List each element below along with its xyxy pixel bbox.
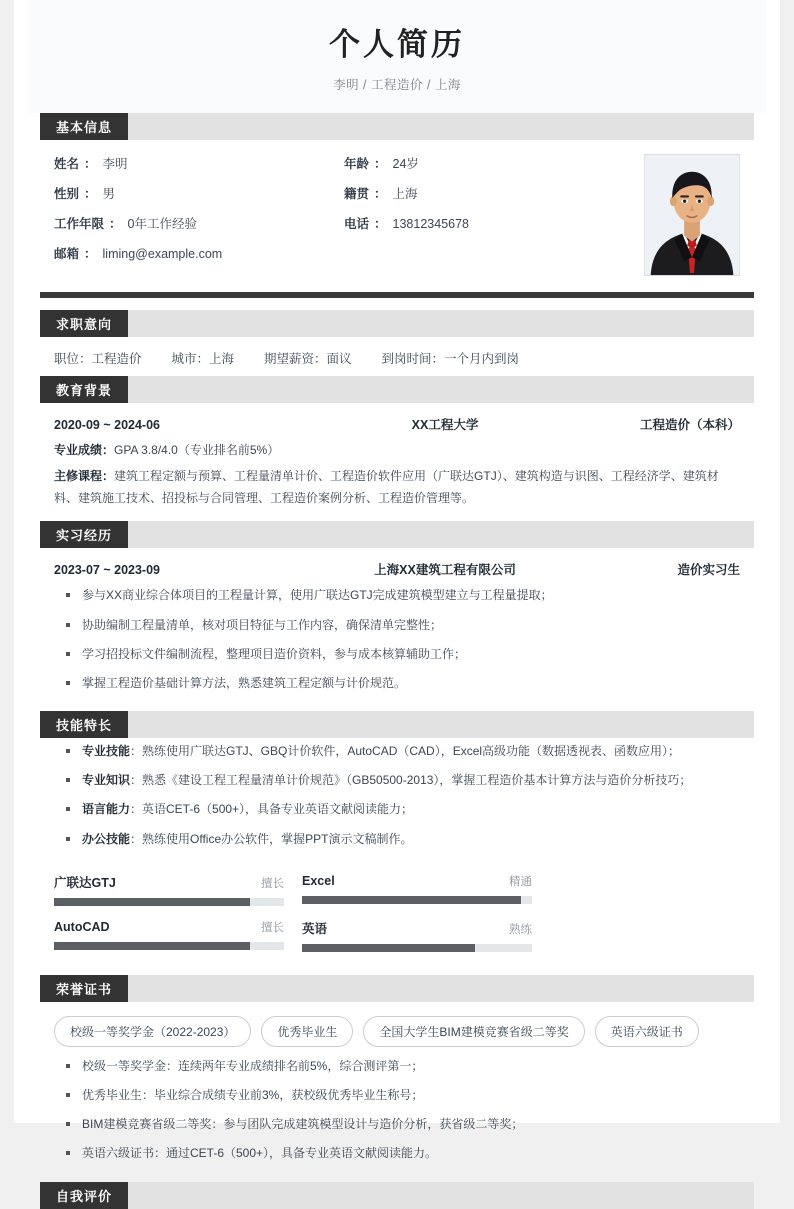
internship-block [28, 548, 766, 711]
honors-detail-block [28, 1053, 766, 1182]
list-item [62, 800, 740, 819]
section-header-basic [40, 113, 754, 140]
info-colon: ： [374, 216, 387, 231]
basic-info-block [28, 140, 766, 286]
info-value: 上海 [392, 186, 418, 201]
info-row-email [54, 244, 344, 274]
education-date: 2020-09 ~ 2024-06 [54, 417, 160, 432]
info-colon: ： [84, 156, 97, 171]
honor-tag: 校级一等奖学金（2022-2023） [54, 1016, 251, 1047]
intent-city: 城市：上海 [171, 351, 235, 366]
section-tab-label: 实习经历 [40, 521, 128, 548]
section-header-honors [40, 975, 754, 1002]
resume-header [28, 0, 766, 113]
internship-company: 上海XX建筑工程有限公司 [374, 563, 516, 578]
skill-bar-name: AutoCAD [54, 919, 110, 934]
honor-tags-group [28, 1002, 766, 1053]
info-label: 姓名 [54, 156, 80, 171]
education-courses-line: 主修课程：建筑工程定额与预算、工程量清单计价、工程造价软件应用（广联达GTJ）、建筑构造与识图、工程经济学、建筑材料、建筑施工技术、招投标与合同管理、工程造价案例分析、工程造价管理等。 [54, 468, 719, 506]
list-item [62, 742, 740, 761]
skill-text: ：熟练使用广联达GTJ、GBQ计价软件，AutoCAD（CAD），Excel高级功能（数据透视表、函数应用）； [130, 744, 681, 759]
section-tab-label: 荣誉证书 [40, 975, 128, 1002]
info-value: liming@example.com [102, 246, 223, 261]
skill-bar-level: 熟练 [509, 923, 532, 936]
skill-label: 语言能力 [82, 802, 131, 817]
skill-bar-autocad [54, 919, 284, 952]
skill-text: ：熟悉《建设工程工程量清单计价规范》（GB50500-2013），掌握工程造价基本计算方法与造价分析技巧； [130, 773, 692, 788]
education-major: 工程造价（本科） [639, 417, 740, 432]
info-colon: ： [84, 186, 97, 201]
skill-bar-fill [54, 942, 250, 950]
list-item: 英语六级证书：通过CET-6（500+），具备专业英语文献阅读能力。 [62, 1144, 740, 1163]
skill-bar-track [302, 944, 532, 952]
skill-bar-fill [54, 898, 250, 906]
internship-date: 2023-07 ~ 2023-09 [54, 563, 160, 578]
honors-list [54, 1053, 740, 1182]
info-label: 性别 [54, 186, 80, 201]
section-header-skills [40, 711, 754, 738]
skill-bar-track [302, 896, 532, 904]
skill-text: ：英语CET-6（500+），具备专业英语文献阅读能力； [130, 802, 414, 817]
honor-tag: 全国大学生BIM建模竞赛省级二等奖 [363, 1016, 584, 1047]
skill-label: 专业技能 [82, 744, 131, 759]
avatar [644, 154, 740, 276]
skill-label: 办公技能 [82, 831, 131, 846]
skill-bars-group [28, 867, 766, 975]
info-colon: ： [84, 246, 97, 261]
skill-bar-track [54, 898, 284, 906]
info-label: 邮箱 [54, 246, 80, 261]
section-tab-label: 求职意向 [40, 310, 128, 337]
list-item [62, 771, 740, 790]
basic-info-right-column [344, 154, 644, 276]
info-colon: ： [374, 186, 387, 201]
skill-bar-fill [302, 944, 475, 952]
education-entry-header [54, 403, 740, 437]
list-item [62, 830, 740, 849]
skill-bar-level: 精通 [509, 875, 532, 888]
skill-bar-fill [302, 896, 521, 904]
internship-duty-list [54, 582, 740, 711]
skill-text: ：熟练使用Office办公软件，掌握PPT演示文稿制作。 [130, 831, 413, 846]
info-colon: ： [374, 156, 387, 171]
section-tab-label: 技能特长 [40, 711, 128, 738]
honor-tag: 优秀毕业生 [261, 1016, 353, 1047]
skill-bar-track [54, 942, 284, 950]
info-value: 男 [102, 186, 116, 201]
page-title: 个人简历 [329, 27, 465, 62]
info-value: 24岁 [392, 156, 419, 171]
info-value: 13812345678 [392, 216, 470, 231]
skill-bar-level: 擅长 [261, 921, 284, 934]
education-courses-value: 建筑工程定额与预算、工程量清单计价、工程造价软件应用（广联达GTJ）、建筑构造与识图、工程经济学、建筑材料、建筑施工技术、招投标与合同管理、工程造价案例分析、工程造价管理等。 [54, 468, 719, 506]
skill-bar-gtj [54, 873, 284, 906]
section-tab-label: 教育背景 [40, 376, 128, 403]
section-tab-label: 基本信息 [40, 113, 128, 140]
section-header-internship [40, 521, 754, 548]
portrait-photo-icon [645, 155, 739, 275]
section-tab-label: 自我评价 [40, 1182, 128, 1209]
section-header-self-evaluation [40, 1182, 754, 1209]
info-value: 0年工作经验 [127, 216, 197, 231]
intent-start-date: 到岗时间：一个月内到岗 [381, 351, 520, 366]
education-gpa-label: 专业成绩 [54, 442, 103, 457]
education-gpa-value: GPA 3.8/4.0（专业排名前5%） [114, 442, 280, 457]
internship-role: 造价实习生 [677, 563, 740, 578]
info-row-experience [54, 214, 344, 244]
skill-bar-name: 英语 [302, 921, 328, 936]
info-row-name [54, 154, 344, 184]
list-item: BIM建模竞赛省级二等奖：参与团队完成建筑模型设计与造价分析，获省级二等奖； [62, 1115, 740, 1134]
education-courses-label: 主修课程 [54, 468, 103, 483]
info-row-age [344, 154, 644, 184]
list-item: 学习招投标文件编制流程，整理项目造价资料，参与成本核算辅助工作； [62, 645, 740, 664]
list-item: 校级一等奖学金：连续两年专业成绩排名前5%，综合测评第一； [62, 1057, 740, 1076]
job-intent-block [28, 337, 766, 376]
info-value: 李明 [102, 156, 128, 171]
intent-salary: 期望薪资：面议 [264, 351, 352, 366]
info-label: 电话 [344, 216, 370, 231]
skill-bar-level: 擅长 [261, 877, 284, 890]
education-block [28, 403, 766, 522]
honor-tag: 英语六级证书 [595, 1016, 699, 1047]
list-item: 参与XX商业综合体项目的工程量计算，使用广联达GTJ完成建筑模型建立与工程量提取； [62, 586, 740, 605]
skill-bar-excel [302, 873, 532, 906]
info-label: 工作年限 [54, 216, 105, 231]
info-row-gender [54, 184, 344, 214]
skills-block [28, 738, 766, 867]
skill-bar-english [302, 919, 532, 952]
list-item: 掌握工程造价基础计算方法，熟悉建筑工程定额与计价规范。 [62, 674, 740, 693]
intent-position: 职位：工程造价 [54, 351, 142, 366]
skill-bar-name: Excel [302, 873, 335, 888]
info-colon: ： [109, 216, 122, 231]
info-label: 籍贯 [344, 186, 370, 201]
education-school: XX工程大学 [411, 417, 479, 432]
info-row-hometown [344, 184, 644, 214]
header-subtitle: 李明 / 工程造价 / 上海 [333, 77, 461, 92]
section-header-education [40, 376, 754, 403]
info-row-phone [344, 214, 644, 244]
basic-info-left-column [54, 154, 344, 276]
info-label: 年龄 [344, 156, 370, 171]
skill-bar-name: 广联达GTJ [54, 875, 116, 890]
list-item: 优秀毕业生：毕业综合成绩专业前3%，获校级优秀毕业生称号； [62, 1086, 740, 1105]
section-divider [40, 292, 754, 298]
skills-list [54, 738, 740, 867]
section-header-intent [40, 310, 754, 337]
education-gpa-line: 专业成绩：GPA 3.8/4.0（专业排名前5%） [54, 442, 280, 457]
internship-entry-header [54, 548, 740, 582]
skill-label: 专业知识 [82, 773, 131, 788]
list-item: 协助编制工程量清单，核对项目特征与工作内容，确保清单完整性； [62, 616, 740, 635]
